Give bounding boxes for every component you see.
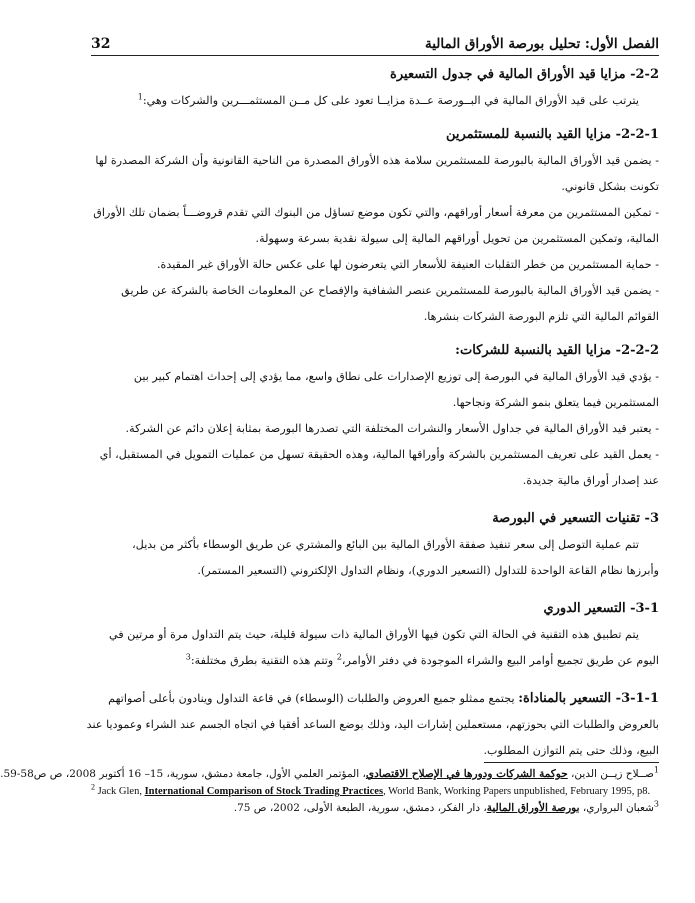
paragraph-line: - يعمل القيد على تعريف المستثمرين بالشركة وأوراقها المالية، وهذه الحقيقة تسهل من عمليات التمويل في المستقبل، أي xyxy=(99,448,659,461)
section-2-2-2-heading: 2-2-2- مزايا القيد بالنسبة للشركات: xyxy=(455,343,659,358)
footnote-2 xyxy=(91,783,659,800)
intro-text: يترتب على قيد الأوراق المالية في البــورصة عــدة مزايــا تعود على كل مــن المستثمـــرين والشركات وهي: xyxy=(142,94,639,107)
footnote-ref-1: 1 xyxy=(137,92,143,102)
footnote-text: ، دار الفكر، دمشق، سورية، الطبعة الأولى، 2002، ص 75. xyxy=(233,802,487,814)
main-content xyxy=(86,62,659,764)
paragraph-line: وأبرزها نظام القاعة الواحدة للتداول (التسعير الدوري)، ونظام التداول الإلكتروني (التسعير المستمر). xyxy=(197,564,659,577)
chapter-title: الفصل الأول: تحليل بورصة الأوراق المالية xyxy=(425,36,659,52)
footnote-title: حوكمة الشركات ودورها في الإصلاح الاقتصادي xyxy=(365,768,568,780)
paragraph-line: القوائم المالية التي تلزم البورصة الشركات بنشرها. xyxy=(423,310,659,323)
footnote-text: ، المؤتمر العلمي الأول، جامعة دمشق، سورية، 15– 16 أكتوبر 2008، ص ص58-59. xyxy=(0,768,366,780)
paragraph-line: - يعتبر قيد الأوراق المالية في جداول الأسعار والنشرات المختلفة التي تصدرها البورصة بمثابة إعلان دائم عن الشركة. xyxy=(125,422,659,435)
text-run: وتتم هذه التقنية بطرق مختلفة: xyxy=(190,654,337,667)
page-number: 32 xyxy=(91,36,111,52)
footnote-title: International Comparison of Stock Trading Practices xyxy=(144,786,384,797)
footnote-number: 2 xyxy=(91,782,95,792)
paragraph-line: - يؤدي قيد الأوراق المالية في البورصة إلى توزيع الإصدارات على نطاق واسع، مما يؤدي إلى إحداث اهتمام كبير بين xyxy=(133,370,659,383)
section-2-2-intro xyxy=(91,88,659,114)
header-rule xyxy=(91,55,659,56)
paragraph-line: البيع، وذلك حتى يتم التوازن المطلوب. xyxy=(483,744,659,757)
paragraph-line: المالية، وتمكين المستثمرين من تحويل أوراقهم المالية إلى سيولة نقدية بسرعة وسهولة. xyxy=(255,232,659,245)
paragraph-line-with-notes xyxy=(91,648,659,674)
paragraph-line: - تمكين المستثمرين من معرفة أسعار أوراقهم، والتي تكون موضع تساؤل من البنوك التي تقدم قروضـــاً بضمان تلك الأوراق xyxy=(93,206,659,219)
section-3-1-1-heading: 3-1-1- التسعير بالمناداة: xyxy=(518,691,659,706)
text-run: اليوم عن طريق تجميع أوامر البيع والشراء الموجودة في دفتر الأوامر، xyxy=(341,654,659,667)
footnote-1 xyxy=(0,765,659,783)
paragraph-line: تتم عملية التوصل إلى سعر تنفيذ صفقة الأوراق المالية بين البائع والمشتري عن طريق الوسطاء بأكثر من بديل، xyxy=(132,538,639,551)
footnote-text: صــلاح زيــن الدين، xyxy=(567,768,654,780)
section-3-heading: 3- تقنيات التسعير في البورصة xyxy=(492,511,659,526)
footnote-text: Jack Glen, xyxy=(97,786,145,797)
paragraph-line: - حماية المستثمرين من خطر التقلبات العنيفة للأسعار التي يتعرضون لها على عكس حالة الأوراق غير المقيدة. xyxy=(157,258,659,271)
section-3-1-1-paragraph xyxy=(91,686,659,712)
page-header xyxy=(91,34,659,52)
text-run: يجتمع ممثلو جميع العروض والطلبات (الوسطاء) في قاعة التداول وينادون بأعلى أصواتهم xyxy=(108,692,519,705)
section-3-1-heading: 3-1- التسعير الدوري xyxy=(543,601,659,616)
paragraph-line: - يضمن قيد الأوراق المالية بالبورصة للمستثمرين عنصر الشفافية والإفصاح عن المعلومات الخاصة بالشركة عن طريق xyxy=(121,284,659,297)
paragraph-line: عند إصدار أوراق مالية جديدة. xyxy=(522,474,659,487)
footnote-3 xyxy=(91,800,659,817)
paragraph-line: يتم تطبيق هذه التقنية في الحالة التي تكون فيها الأوراق المالية ذات سيولة قليلة، حيث يتم التداول مرة أو مرتين في xyxy=(109,628,639,641)
footnote-title: بورصة الأوراق المالية xyxy=(486,802,580,814)
section-2-2-heading: 2-2- مزايا قيد الأوراق المالية في جدول التسعيرة xyxy=(390,67,659,82)
footnote-text: شعبان البرواري، xyxy=(579,802,654,814)
paragraph-line: بالعروض والطلبات التي بحوزتهم، مستعملين إشارات اليد، وذلك بوضع الساعد أفقيا في اتجاه الجسم عند الشراء وعموديا عند xyxy=(86,718,659,731)
footnote-text: , World Bank, Working Papers unpublished, February 1995, p8. xyxy=(383,786,651,797)
paragraph-line: المستثمرين فيما يتعلق بنمو الشركة ونجاحها. xyxy=(452,396,659,409)
footnote-rule xyxy=(484,762,659,763)
footnote-number: 3 xyxy=(653,799,659,809)
footnotes xyxy=(0,765,659,817)
paragraph-line: - يضمن قيد الأوراق المالية بالبورصة للمستثمرين سلامة هذه الأوراق المصدرة من الناحية القانونية وأن الشركة المصدرة لها xyxy=(95,154,659,167)
footnote-ref-2: 2 xyxy=(336,652,342,662)
footnote-number: 1 xyxy=(653,765,659,775)
section-2-2-1-heading: 2-2-1- مزايا القيد بالنسبة للمستثمرين xyxy=(445,127,659,142)
paragraph-line: تكونت بشكل قانوني. xyxy=(561,180,659,193)
footnote-ref-3: 3 xyxy=(185,652,191,662)
